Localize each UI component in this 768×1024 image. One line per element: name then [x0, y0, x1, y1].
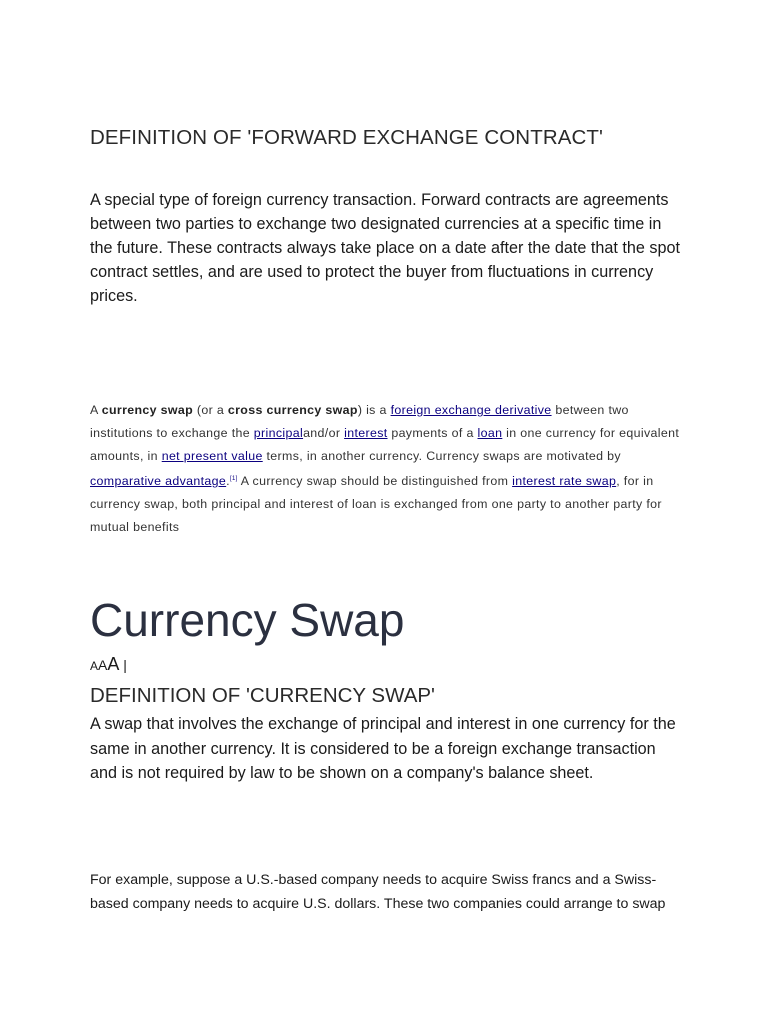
link-interest[interactable]: interest [344, 426, 388, 440]
font-size-medium-button[interactable]: A [98, 657, 108, 673]
currency-swap-heading: DEFINITION OF 'CURRENCY SWAP' [90, 684, 435, 707]
forward-contract-heading: DEFINITION OF 'FORWARD EXCHANGE CONTRACT' [90, 126, 604, 149]
link-loan[interactable]: loan [477, 426, 503, 440]
forward-contract-definition: A special type of foreign currency transaction. Forward contracts are agreements between two parties to exchange two designated currencies at a specific time in the future. These contracts always take place on a date after the date that the spot contract settles, and are used to protect the buyer from fluctuations in currency prices. [90, 191, 681, 305]
link-principal[interactable]: principal [253, 426, 304, 440]
link-net-present-value[interactable]: net present value [161, 449, 263, 463]
citation-link[interactable]: [1] [229, 476, 238, 482]
font-size-controls [90, 654, 127, 675]
link-foreign-exchange-derivative[interactable]: foreign exchange derivative [390, 403, 552, 417]
font-size-large-button[interactable]: A [107, 654, 120, 674]
term-currency-swap: currency swap [101, 403, 194, 417]
currency-swap-example: For example, suppose a U.S.-based company needs to acquire Swiss francs and a Swiss-based company needs to acquire U.S. dollars. These two companies could arrange to swap [90, 872, 666, 912]
font-size-small-button[interactable]: A [90, 659, 99, 673]
font-size-separator: | [119, 657, 127, 673]
currency-swap-title: Currency Swap [90, 594, 405, 646]
currency-swap-definition: A swap that involves the exchange of principal and interest in one currency for the same in another currency. It is considered to be a foreign exchange transaction and is not required by law to be shown on a company's balance sheet. [90, 715, 676, 782]
link-interest-rate-swap[interactable]: interest rate swap [512, 474, 617, 488]
currency-swap-wiki-paragraph: A currency swap (or a cross currency swap) is a foreign exchange derivative between two institutions to exchange the principaland/or interest payments of a loan in one currency for equivalent amounts, in net present value terms, in another currency. Currency swaps are motivated by comparative advantage.[1] A currency swap should be distinguished from interest rate swap, for in currency swap, both principal and interest of loan is exchanged from one party to another party for mutual benefits [90, 403, 680, 534]
term-cross-currency-swap: cross currency swap [227, 403, 358, 417]
link-comparative-advantage[interactable]: comparative advantage [90, 474, 227, 488]
